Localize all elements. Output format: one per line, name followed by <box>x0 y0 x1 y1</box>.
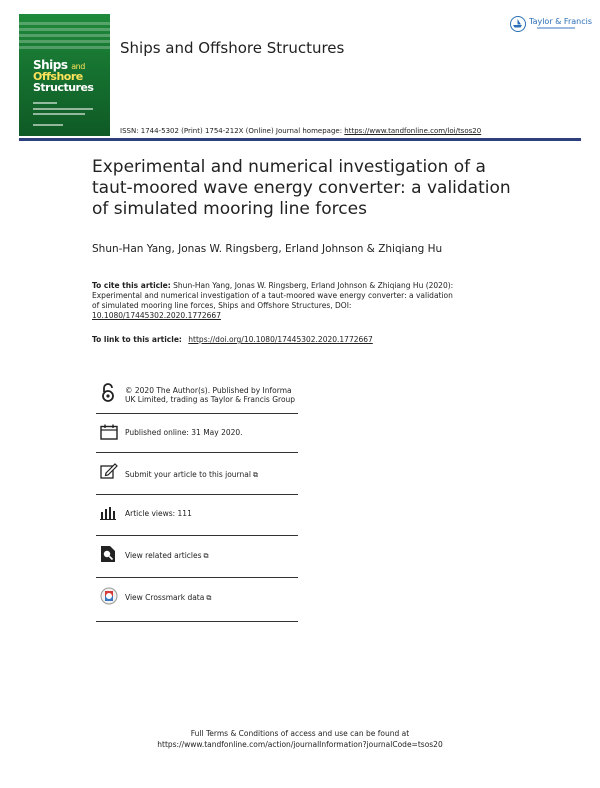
edit-pencil-icon <box>100 463 116 479</box>
cover-title-line1: Ships and <box>33 58 85 72</box>
footer-terms-text: Full Terms & Conditions of access and use can be found at <box>190 729 410 738</box>
article-views-text: Article views: 111 <box>125 509 192 518</box>
issn-line: ISSN: 1744-5302 (Print) 1754-212X (Online) Journal homepage: https://www.tandfonline.com/loi/tsos20 <box>120 127 482 135</box>
crossmark-text[interactable]: View Crossmark data ⧉ <box>125 593 212 602</box>
cite-doi-link[interactable]: 10.1080/17445302.2020.1772667 <box>92 311 221 320</box>
related-articles-item[interactable] <box>96 536 298 578</box>
publisher-logo[interactable] <box>510 14 590 40</box>
open-access-lock-icon <box>100 383 116 399</box>
external-link-icon: ⧉ <box>252 471 258 479</box>
external-link-icon: ⧉ <box>206 594 212 602</box>
article-doi-link[interactable]: https://doi.org/10.1080/17445302.2020.1772667 <box>188 335 373 344</box>
article-authors: Shun-Han Yang, Jonas W. Ringsberg, Erland Johnson & Zhiqiang Hu <box>92 243 443 255</box>
related-articles-text[interactable]: View related articles ⧉ <box>125 551 209 560</box>
article-views-item <box>96 495 298 536</box>
published-item <box>96 414 298 453</box>
article-link-block <box>92 335 373 344</box>
cite-text: Shun-Han Yang, Jonas W. Ringsberg, Erland Johnson & Zhiqiang Hu (2020): Experimental and numerical investigation of a taut-moored wave energy converter: a validation of simulated mooring line forces, Ships and Offshore Structures, DOI: <box>92 281 454 310</box>
external-link-icon: ⧉ <box>203 552 209 560</box>
submit-article-text[interactable]: Submit your article to this journal ⧉ <box>125 470 258 479</box>
open-access-item <box>96 381 298 414</box>
footer-terms-link[interactable]: https://www.tandfonline.com/action/journalInformation?journalCode=tsos20 <box>157 740 443 749</box>
publisher-name: Taylor & Francis <box>529 17 592 26</box>
cover-title-line3: Structures <box>33 81 94 94</box>
submit-article-item[interactable] <box>96 453 298 495</box>
publisher-logo-tagline <box>537 27 575 29</box>
calendar-icon <box>100 424 116 440</box>
header-divider <box>19 138 581 141</box>
cover-title-line2: Offshore <box>33 70 83 83</box>
crossmark-icon <box>100 587 116 603</box>
journal-cover-image <box>19 14 110 136</box>
boat-logo-icon <box>510 16 526 32</box>
article-title: Experimental and numerical investigation of a taut-moored wave energy converter: a validation of simulated mooring line forces <box>92 157 511 219</box>
related-articles-icon <box>100 545 116 561</box>
published-date-text: Published online: 31 May 2020. <box>125 428 243 437</box>
cite-label: To cite this article: <box>92 281 171 290</box>
open-access-text: © 2020 The Author(s). Published by Informa UK Limited, trading as Taylor & Francis Group <box>125 386 296 404</box>
journal-homepage-link[interactable]: https://www.tandfonline.com/loi/tsos20 <box>344 127 482 135</box>
journal-name: Ships and Offshore Structures <box>120 39 345 57</box>
citation-block <box>92 281 462 321</box>
link-label: To link to this article: <box>92 335 182 344</box>
crossmark-item[interactable] <box>96 578 298 622</box>
footer <box>0 728 600 750</box>
bar-chart-icon <box>100 505 116 521</box>
